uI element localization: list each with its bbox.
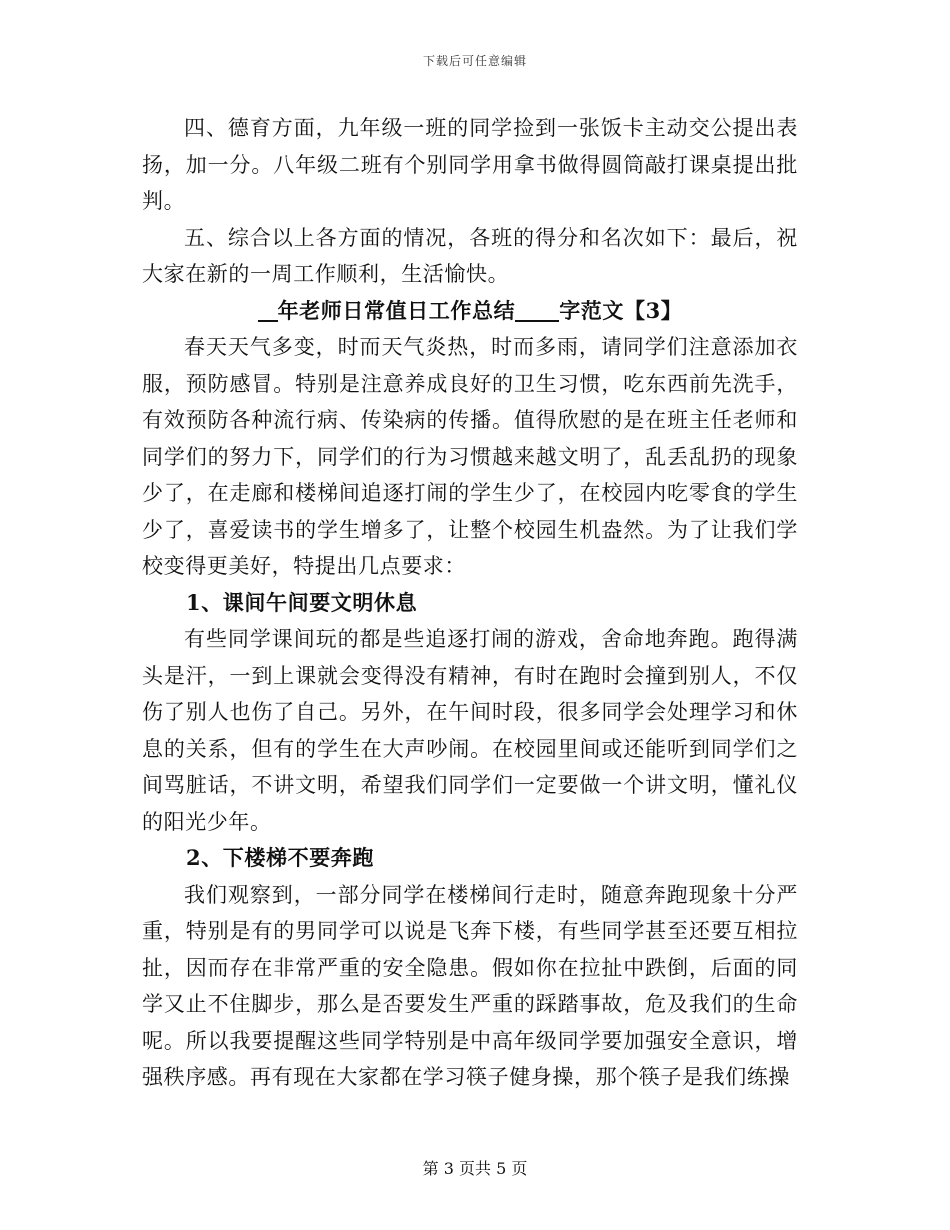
paragraph-virtue: 四、德育方面，九年级一班的同学捡到一张饭卡主动交公提出表扬，加一分。八年级二班有个别同学用拿书做得圆筒敲打课桌提出批判。 xyxy=(142,116,798,213)
title-blank-year xyxy=(258,298,278,322)
title-text-part1: 年老师日常值日工作总结 xyxy=(277,297,516,323)
document-body xyxy=(142,110,798,1096)
paragraph-summary: 五、综合以上各方面的情况，各班的得分和名次如下：最后，祝大家在新的一周工作顺利，生活愉快。 xyxy=(142,225,798,286)
heading-rest: 1、课间午间要文明休息 xyxy=(186,589,418,615)
heading-stairs: 2、下楼梯不要奔跑 xyxy=(186,845,375,870)
paragraph-rest: 有些同学课间玩的都是些追逐打闹的游戏，舍命地奔跑。跑得满头是汗，一到上课就会变得没有精神，有时在跑时会撞到别人，不仅伤了别人也伤了自己。另外，在午间时段，很多同学会处理学习和休息的关系，但有的学生在大声吵闹。在校园里间或还能听到同学们之间骂脏话，不讲文明，希望我们同学们一定要做一个讲文明，懂礼仪的阳光少年。 xyxy=(142,627,798,834)
section-title xyxy=(142,293,798,330)
page-number: 第 3 页共 5 页 xyxy=(422,1159,528,1178)
paragraph-intro: 春天天气多变，时而天气炎热，时而多雨，请同学们注意添加衣服，预防感冒。特别是注意养成良好的卫生习惯，吃东西前先洗手，有效预防各种流行病、传染病的传播。值得欣慰的是在班主任老师和同学们的努力下，同学们的行为习惯越来越文明了，乱丢乱扔的现象少了，在走廊和楼梯间追逐打闹的学生少了，在校园内吃零食的学生少了，喜爱读书的学生增多了，让整个校园生机盎然。为了让我们学校变得更美好，特提出几点要求： xyxy=(142,335,798,578)
page-header-note: 下载后可任意编辑 xyxy=(422,54,527,68)
title-blank-count xyxy=(515,298,559,322)
paragraph-stairs: 我们观察到，一部分同学在楼梯间行走时，随意奔跑现象十分严重，特别是有的男同学可以说是飞奔下楼，有些同学甚至还要互相拉扯，因而存在非常严重的安全隐患。假如你在拉扯中跌倒，后面的同学又止不住脚步，那么是否要发生严重的踩踏事故，危及我们的生命呢。所以我要提醒这些同学特别是中高年级同学要加强安全意识，增强秩序感。再有现在大家都在学习筷子健身操，那个筷子是我们练操 xyxy=(142,882,798,1089)
title-text-part2: 字范文【3】 xyxy=(559,297,683,323)
